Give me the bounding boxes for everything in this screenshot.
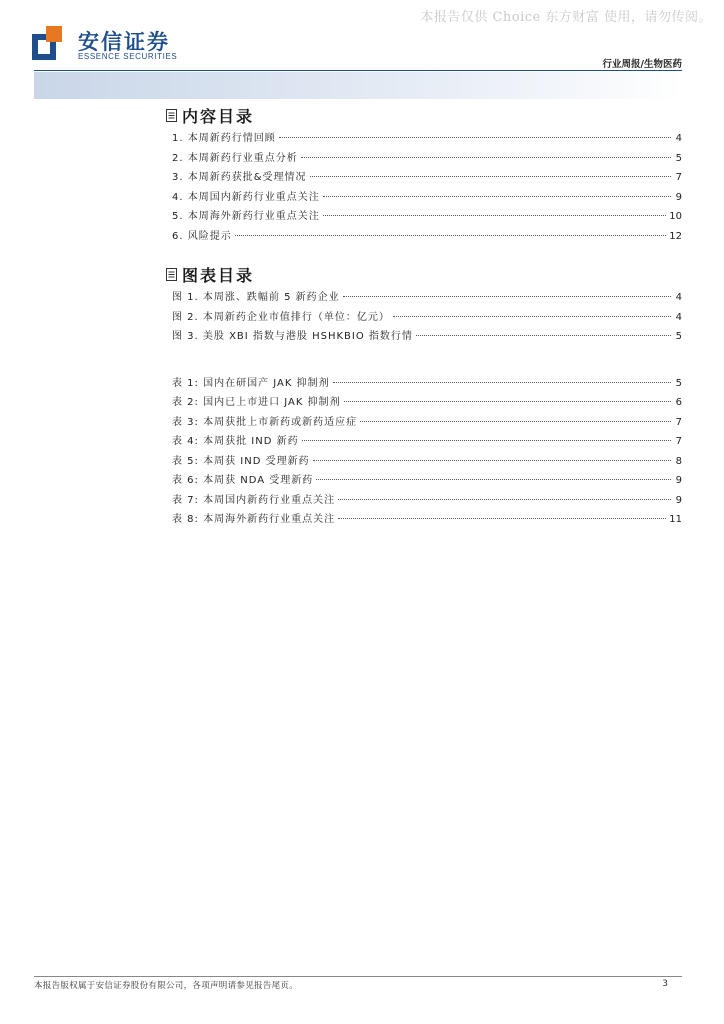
toc-entry-label: 5. 本周海外新药行业重点关注 — [172, 211, 320, 222]
logo-english-name: ESSENCE SECURITIES — [78, 52, 178, 61]
toc-entry-label: 4. 本周国内新药行业重点关注 — [172, 191, 320, 203]
logo-chinese-name: 安信证券 — [78, 30, 170, 54]
document-list-icon — [166, 109, 177, 122]
toc-entry-label: 6. 风险提示 — [172, 230, 232, 242]
toc-entry-label: 1. 本周新药行情回顾 — [172, 133, 276, 144]
dot-leader — [313, 460, 671, 461]
table-entry-label: 表 3: 本周获批上市新药或新药适应症 — [172, 416, 358, 428]
toc-entry[interactable] — [166, 149, 682, 169]
toc-entry-page: 9 — [675, 191, 682, 203]
figure-list — [166, 288, 682, 347]
table-entry[interactable] — [166, 374, 682, 394]
table-entry-page: 9 — [675, 494, 682, 506]
figure-entry[interactable] — [166, 288, 682, 308]
header-divider — [34, 70, 682, 71]
dot-leader — [310, 176, 671, 177]
dot-leader — [302, 440, 671, 441]
toc-entry-page: 5 — [675, 152, 682, 164]
toc-entry[interactable] — [166, 227, 682, 247]
dot-leader — [360, 421, 671, 422]
table-entry-label: 表 5: 本周获 IND 受理新药 — [172, 455, 310, 467]
toc-entry[interactable] — [166, 129, 682, 149]
figure-entry-page: 4 — [675, 292, 682, 303]
figure-entry[interactable] — [166, 327, 682, 347]
table-entry-label: 表 8: 本周海外新药行业重点关注 — [172, 514, 336, 525]
table-entry-page: 9 — [675, 475, 682, 486]
dot-leader — [338, 518, 666, 519]
figures-section — [166, 262, 682, 530]
dot-leader — [323, 215, 667, 216]
table-entry[interactable] — [166, 432, 682, 452]
page-number: 3 — [662, 979, 668, 989]
dot-leader — [301, 157, 671, 158]
dot-leader — [416, 335, 671, 336]
dot-leader — [343, 296, 671, 297]
table-entry[interactable] — [166, 510, 682, 530]
figures-heading-text: 图表目录 — [182, 265, 255, 285]
figure-entry-label: 图 2. 本周新药企业市值排行（单位：亿元） — [172, 311, 390, 323]
toc-entry-label: 2. 本周新药行业重点分析 — [172, 152, 298, 164]
table-entry-page: 5 — [675, 377, 682, 389]
dot-leader — [333, 382, 671, 383]
table-entry-page: 7 — [675, 416, 682, 428]
header-banner — [34, 72, 682, 99]
toc-entry[interactable] — [166, 188, 682, 208]
dot-leader — [338, 499, 671, 500]
table-entry-page: 7 — [675, 436, 682, 447]
toc-entry-page: 4 — [675, 133, 682, 144]
essence-logo-icon — [32, 26, 66, 62]
table-entry-label: 表 1: 国内在研国产 JAK 抑制剂 — [172, 377, 330, 389]
toc-entry[interactable] — [166, 168, 682, 188]
table-entry[interactable] — [166, 452, 682, 472]
figure-entry-page: 5 — [675, 331, 682, 342]
report-type: 行业周报/生物医药 — [602, 59, 682, 70]
table-entry-page: 6 — [675, 397, 682, 408]
footer-divider — [34, 976, 682, 977]
contents-list — [166, 129, 682, 246]
toc-entry-page: 10 — [669, 211, 682, 222]
toc-entry-page: 12 — [669, 230, 682, 242]
watermark: 本报告仅供 Choice 东方财富 使用，请勿传阅。 — [420, 10, 712, 25]
company-logo — [32, 24, 232, 64]
table-list — [166, 374, 682, 530]
footer-disclaimer: 本报告版权属于安信证券股份有限公司，各项声明请参见报告尾页。 — [34, 981, 299, 991]
table-entry[interactable] — [166, 393, 682, 413]
toc-entry-label: 3. 本周新药获批&受理情况 — [172, 172, 307, 183]
figures-heading — [166, 262, 682, 286]
figure-entry-page: 4 — [675, 311, 682, 323]
toc-entry-page: 7 — [675, 172, 682, 183]
contents-heading-text: 内容目录 — [182, 106, 255, 126]
dot-leader — [344, 401, 671, 402]
table-entry[interactable] — [166, 413, 682, 433]
dot-leader — [235, 235, 667, 236]
figure-entry[interactable] — [166, 308, 682, 328]
contents-section — [166, 103, 682, 246]
table-entry-label: 表 4: 本周获批 IND 新药 — [172, 436, 299, 447]
toc-entry[interactable] — [166, 207, 682, 227]
document-list-icon — [166, 268, 177, 281]
dot-leader — [316, 479, 671, 480]
table-entry-label: 表 6: 本周获 NDA 受理新药 — [172, 475, 314, 486]
figure-entry-label: 图 3. 美股 XBI 指数与港股 HSHKBIO 指数行情 — [172, 331, 413, 342]
contents-heading — [166, 103, 682, 127]
table-entry-page: 11 — [669, 514, 682, 525]
table-entry-label: 表 7: 本周国内新药行业重点关注 — [172, 494, 336, 506]
table-entry-page: 8 — [675, 455, 682, 467]
figure-entry-label: 图 1. 本周涨、跌幅前 5 新药企业 — [172, 292, 340, 303]
table-entry[interactable] — [166, 471, 682, 491]
dot-leader — [323, 196, 671, 197]
dot-leader — [393, 316, 671, 317]
table-entry[interactable] — [166, 491, 682, 511]
dot-leader — [279, 137, 671, 138]
table-entry-label: 表 2: 国内已上市进口 JAK 抑制剂 — [172, 397, 341, 408]
